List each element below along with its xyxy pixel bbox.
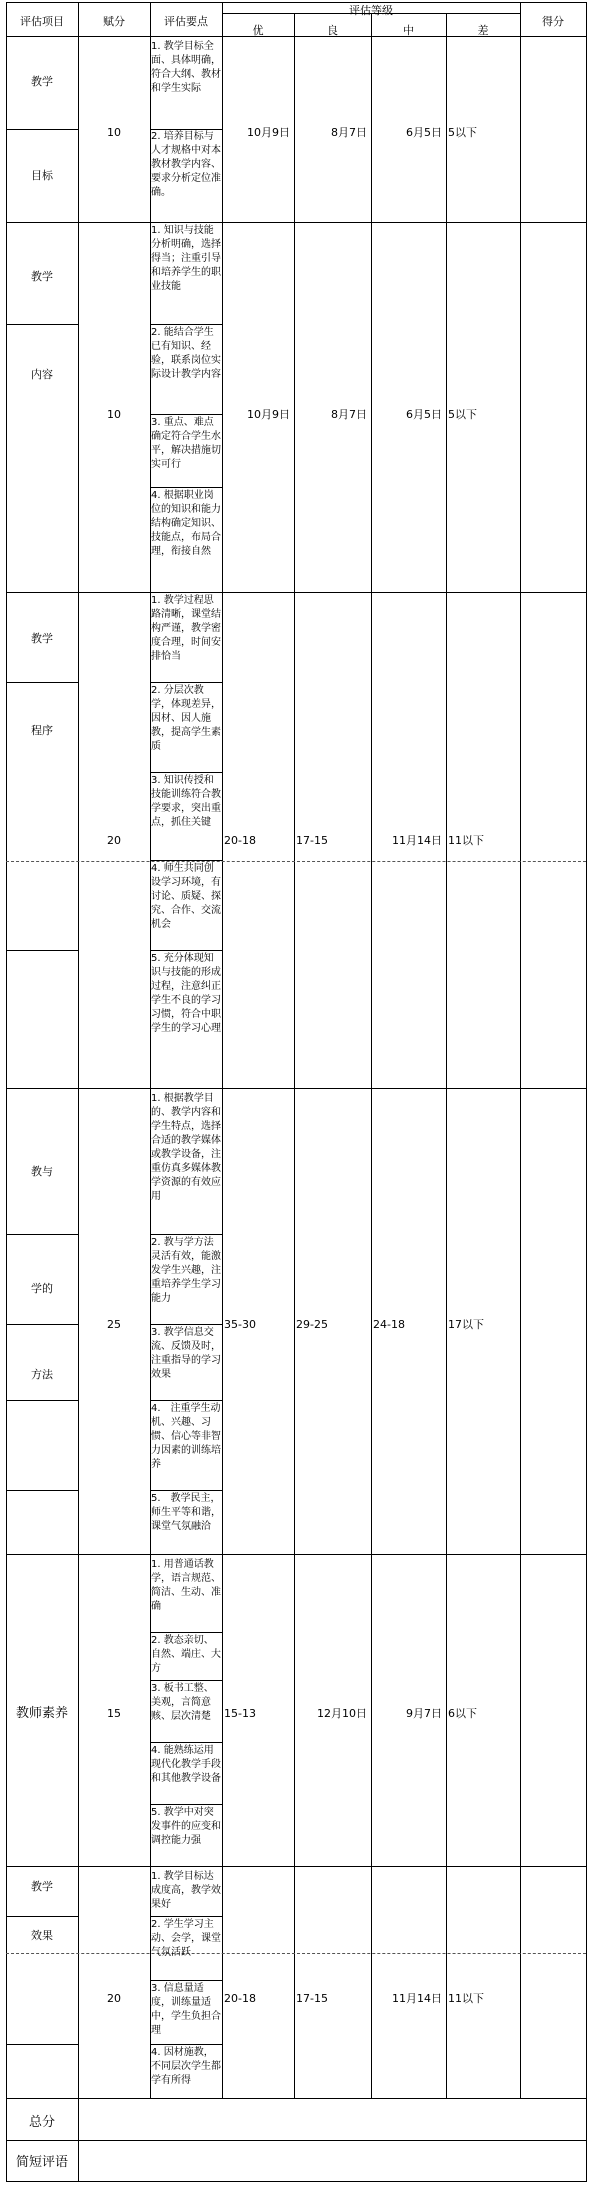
section-method-name-1: 教与 [31,1165,53,1178]
grade-cell: 20-18 [224,834,256,847]
grid-line-h [150,414,223,415]
grid-line-h [150,1742,223,1743]
section-goal-name-2: 目标 [31,169,53,182]
criterion: 1. 用普通话教学，语言规范、简洁、生动、准确 [151,1559,221,1612]
header-score: 赋分 [103,15,125,28]
criterion: 1. 知识与技能分析明确，选择得当；注重引导和培养学生的职业技能 [151,225,221,292]
criterion: 1. 教学目标达成度高，教学效果好 [151,1871,221,1910]
criterion: 4. 因材施教，不同层次学生都学有所得 [151,2047,221,2086]
header-grade-good: 良 [327,24,338,37]
grid-line-h [150,1804,223,1805]
section-content-name-1: 教学 [31,270,53,283]
grid-line-h [150,1680,223,1681]
grid-line-h [6,222,587,223]
criterion: 3. 信息量适度，训练量适中，学生负担合理 [151,1983,221,2036]
grade-cell: 24-18 [373,1318,405,1331]
section-literacy-name: 教师素养 [15,1706,68,1721]
grid-line-h [6,1324,79,1325]
criterion: 1. 根据教学目的、教学内容和学生特点，选择合适的教学媒体或教学设备，注重仿真多媒体教学资源的有效应用 [151,1093,221,1202]
grid-line-h [150,324,223,325]
grid-line-h [6,2098,587,2099]
grid-line-h [150,1324,223,1325]
criterion: 4. 根据职业岗位的知识和能力结构确定知识、技能点，布局合理，衔接自然 [151,490,221,557]
criterion: 3. 知识传授和技能训练符合教学要求，突出重点，抓住关键 [151,775,221,828]
grid-line-h [6,1866,587,1867]
grid-line-v [294,36,295,2099]
criterion: 2. 学生学习主动、会学，课堂气氛活跃 [151,1919,221,1958]
grade-cell: 9月7日 [406,1707,442,1720]
header-grade-poor: 差 [477,24,489,37]
grid-line-h [150,772,223,773]
grade-cell: 35-30 [224,1318,256,1331]
grade-cell: 8月7日 [331,126,367,139]
grid-line-h [6,2181,587,2182]
criterion: 2. 教态亲切、自然、端庄、大方 [151,1635,221,1674]
header-item: 评估项目 [20,15,64,28]
grade-cell: 10月9日 [247,126,290,139]
criterion: 4. 师生共同创设学习环境，有讨论、质疑、探究、合作、交流机会 [151,863,221,930]
grade-cell: 12月10日 [317,1707,367,1720]
section-effect-name-2: 效果 [31,1929,53,1942]
section-method-name-3: 方法 [31,1368,53,1381]
grid-line-v [78,2098,79,2182]
section-procedure-score: 20 [107,834,121,847]
header-grade: 评估等级 [349,4,393,17]
grid-line-h [150,1400,223,1401]
criterion: 3. 教学信息交流、反馈及时，注重指导的学习效果 [151,1327,221,1380]
section-literacy-score: 15 [107,1707,121,1720]
grid-line-h [6,2,587,3]
criterion: 3. 重点、难点确定符合学生水平，解决措施切实可行 [151,417,221,470]
grade-cell: 17-15 [296,1992,328,2005]
grid-line-v [586,2,587,2182]
grade-cell: 11月14日 [392,1992,442,2005]
section-content-name-2: 内容 [31,368,53,381]
grid-line-h [6,950,79,951]
grid-line-h [6,2140,587,2141]
grid-line-v [222,36,223,2099]
section-procedure-name-1: 教学 [31,632,53,645]
grade-cell: 29-25 [296,1318,328,1331]
grade-cell: 11月14日 [392,834,442,847]
grid-line-h [150,1916,223,1917]
evaluation-sheet [6,2,586,2182]
grid-line-h [6,1400,79,1401]
grade-cell: 6月5日 [406,126,442,139]
criterion: 2. 分层次教学，体现差异，因材、因人施教，提高学生素质 [151,685,221,752]
header-final: 得分 [542,15,564,28]
grid-line-h [150,1234,223,1235]
grid-line-h [6,324,79,325]
criterion: 4. 注重学生动机、兴趣、习惯、信心等非智力因素的训练培养 [151,1403,221,1470]
grid-line-h [6,1554,587,1555]
grade-cell: 11以下 [448,834,484,847]
grade-cell: 10月9日 [247,408,290,421]
grid-line-h [6,1490,79,1491]
grid-line-h [6,682,79,683]
grade-cell: 17以下 [448,1318,484,1331]
section-effect-score: 20 [107,1992,121,2005]
section-method-name-2: 学的 [31,1282,53,1295]
grid-line-h [150,682,223,683]
grid-line-h [6,592,587,593]
grid-line-h [150,950,223,951]
section-goal-name-1: 教学 [31,75,53,88]
grade-cell: 6月5日 [406,408,442,421]
criterion: 5. 教学中对突发事件的应变和调控能力强 [151,1807,221,1846]
total-score-label: 总分 [28,2115,55,2130]
grid-line-h [6,1088,587,1089]
grid-line-h [150,1490,223,1491]
grade-cell: 5以下 [448,408,477,421]
comment-label: 简短评语 [15,2155,68,2170]
grid-line-h [6,1234,79,1235]
grid-line-v [446,36,447,2099]
header-points: 评估要点 [164,15,208,28]
grid-line-h [150,487,223,488]
grid-line-v [6,2,7,2182]
criterion: 1. 教学目标全面、具体明确，符合大纲、教材和学生实际 [151,41,221,94]
grid-line-dashed [6,1953,586,1954]
grid-line-h [150,1632,223,1633]
grid-line-h [6,1916,79,1917]
section-method-score: 25 [107,1318,121,1331]
criterion: 5. 充分体现知识与技能的形成过程，注意纠正学生不良的学习习惯，符合中职学生的学习心理 [151,953,221,1034]
section-effect-name-1: 教学 [31,1880,53,1893]
criterion: 2. 能结合学生已有知识、经验，联系岗位实际设计教学内容 [151,327,221,380]
section-procedure-name-2: 程序 [31,724,53,737]
section-goal-score: 10 [107,126,121,139]
grid-line-h [6,129,79,130]
criterion: 5. 教学民主，师生平等和谐，课堂气氛融洽 [151,1493,221,1532]
header-grade-excellent: 优 [252,24,264,37]
criterion: 4. 能熟练运用现代化教学手段和其他教学设备 [151,1745,221,1784]
criterion: 3. 板书工整、美观，言简意赅、层次清楚 [151,1683,214,1722]
grid-line-v [371,36,372,2099]
section-content-score: 10 [107,408,121,421]
grade-cell: 11以下 [448,1992,484,2005]
grid-line-h [150,1980,223,1981]
criterion: 1. 教学过程思路清晰，课堂结构严谨，教学密度合理，时间安排恰当 [151,595,221,662]
grid-line-h [150,2044,223,2045]
grade-cell: 6以下 [448,1707,477,1720]
grid-line-h [6,2044,79,2045]
criterion: 2. 教与学方法灵活有效，能激发学生兴趣，注重培养学生学习能力 [151,1237,221,1304]
header-grade-medium: 中 [403,24,414,37]
grid-line-dashed [6,861,586,862]
grade-cell: 5以下 [448,126,477,139]
criterion: 2. 培养目标与人才规格中对本教材教学内容、要求分析定位准确。 [151,131,221,198]
grade-cell: 17-15 [296,834,328,847]
grade-cell: 20-18 [224,1992,256,2005]
grade-cell: 8月7日 [331,408,367,421]
grid-line-v [78,36,79,2099]
grid-line-v [520,36,521,2099]
grade-cell: 15-13 [224,1707,256,1720]
